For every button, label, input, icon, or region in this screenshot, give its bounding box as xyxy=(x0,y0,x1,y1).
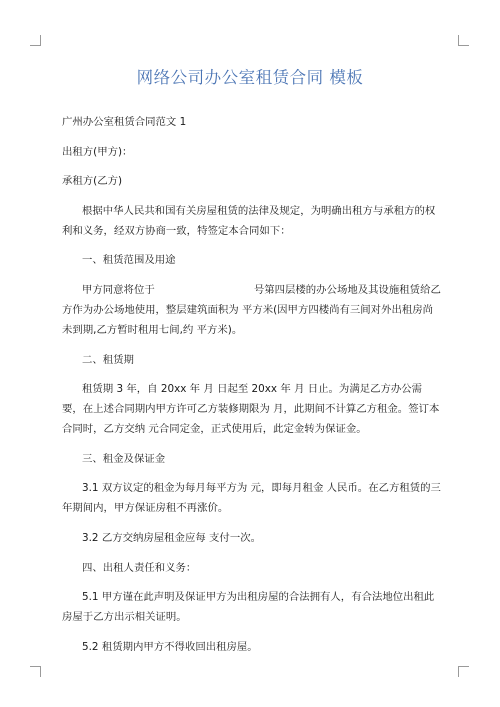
body-paragraph: 3.2 乙方交纳房屋租金应每 支付一次。 xyxy=(82,531,261,544)
crop-mark-top-right xyxy=(458,35,469,46)
document-title: 网络公司办公室租赁合同 模板 xyxy=(136,68,364,87)
body-paragraph: 5.2 租赁期内甲方不得收回出租房屋。 xyxy=(82,640,258,653)
crop-mark-bottom-left xyxy=(30,666,41,677)
body-paragraph: 5.1 甲方谨在此声明及保证甲方为出租房屋的合法拥有人，有合法地位出租此房屋于乙方出示相关证明。 xyxy=(62,591,435,624)
body-paragraph: 租赁期 3 年，自 20xx 年 月 日起至 20xx 年 月 日止。为满足乙方办公需要，在上述合同期内甲方许可乙方装修期限为 月，此期间不计算乙方租金。签订本合同时，乙方交纳 元合同定金，正式使用后，此定金转为保证金。 xyxy=(62,383,440,436)
section-heading: 四、出租人责任和义务： xyxy=(82,561,197,574)
crop-mark-top-left xyxy=(30,35,41,46)
body-paragraph: 3.1 双方议定的租金为每月每平方为 元，即每月租金 人民币。在乙方租赁的三年期间内，甲方保证房租不再涨价。 xyxy=(62,482,441,515)
lessor-line: 出租方(甲方)： xyxy=(62,145,133,158)
body-paragraph: 甲方同意将位于 号第四层楼的办公场地及其设施租赁给乙方作为办公场地使用，整层建筑面积为 平方米(因甲方四楼尚有三间对外出租房尚未到期,乙方暂时租用七间,约 平方米)。 xyxy=(62,283,441,336)
doc-heading-line: 广州办公室租赁合同范文 1 xyxy=(62,116,187,128)
crop-mark-bottom-right xyxy=(458,666,469,677)
preamble-paragraph: 根据中华人民共和国有关房屋租赁的法律及规定，为明确出租方与承租方的权利和义务，经双方协商一致，特签定本合同如下： xyxy=(62,204,436,237)
section-heading: 一、租赁范围及用途 xyxy=(82,254,176,267)
document-body xyxy=(62,112,442,666)
lessee-line: 承租方(乙方) xyxy=(62,175,123,188)
section-heading: 二、租赁期 xyxy=(82,353,134,366)
section-heading: 三、租金及保证金 xyxy=(82,452,166,465)
